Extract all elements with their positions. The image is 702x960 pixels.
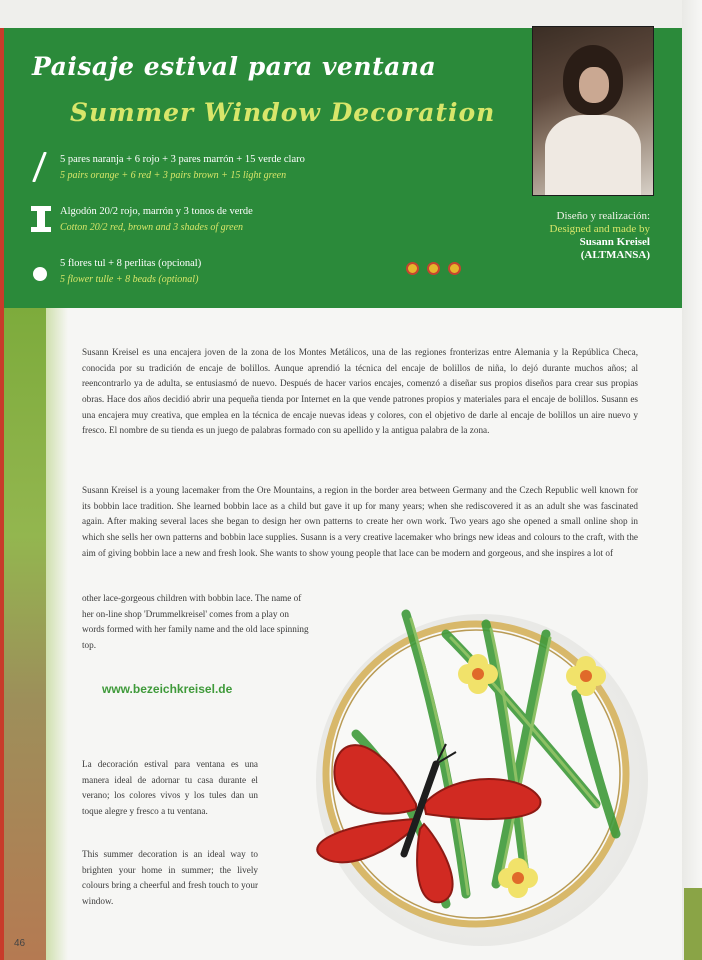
shop-url-link[interactable]: www.bezeichkreisel.de — [102, 682, 233, 696]
next-page-edge-green — [684, 888, 702, 960]
decorative-dots — [406, 262, 461, 275]
designer-line-en: Designed and made by — [549, 223, 650, 235]
designer-credit — [500, 210, 650, 262]
lace-artwork-photo — [296, 594, 652, 946]
decorative-side-band — [4, 308, 46, 960]
bead-icon — [30, 256, 52, 286]
photo-blouse — [545, 115, 641, 195]
material-pairs-es: 5 pares naranja + 6 rojo + 3 pares marrón + 15 verde claro — [60, 154, 305, 165]
designer-name: Susann Kreisel — [579, 236, 650, 248]
next-page-edge — [682, 0, 702, 960]
title-english: Summer Window Decoration — [70, 98, 496, 127]
material-item-extras — [30, 254, 450, 306]
material-thread-es: Algodón 20/2 rojo, marrón y 3 tonos de verde — [60, 206, 253, 217]
bobbin-icon — [30, 204, 52, 234]
materials-list — [30, 150, 450, 306]
flower-dot-icon — [406, 262, 419, 275]
material-thread-en: Cotton 20/2 red, brown and 3 shades of green — [60, 222, 244, 233]
page-number: 46 — [14, 938, 26, 949]
article-text-spanish: Susann Kreisel es una encajera joven de la zona de los Montes Metálicos, una de las regiones fronterizas entre Alemania y la República Checa, conocida por su tradición de encaje de bolillos. Aunque aprendió la técnica del encaje de bolillos de niña, lo dejó durante muchos años; al reencontrarlo ya de adulta, se entusiasmó de nuevo. Después de hacer varios encajes, comenzó a diseñar sus propios diseños para crear sus propias obras. Hace dos años decidió abrir una pequeña tienda por Internet en la que vende patrones propios y materiales para el encaje de bolillos. Susann es una encajera muy creativa, que emplea en la técnica de encaje nuevas ideas y colores, con el objetivo de darle al encaje de bolillos un aire nuevo y fresco. El nombre de su tienda es un juego de palabras formado con su apellido y la antigua palabra de la zona. — [82, 347, 638, 436]
photo-face — [579, 67, 609, 103]
side-band-fade — [46, 308, 68, 960]
designer-photo — [532, 26, 654, 196]
thread-icon — [30, 152, 52, 182]
material-extras-en: 5 flower tulle + 8 beads (optional) — [60, 274, 199, 285]
caption-spanish: La decoración estival para ventana es una manera ideal de adornar tu casa durante el verano; los colores vivos y los tules dan un toque alegre y fresco a tu ventana. — [82, 759, 258, 816]
article-text-english: Susann Kreisel is a young lacemaker from the Ore Mountains, a region in the border area between Germany and the Czech Republic well known for its bobbin lace tradition. She learned bobbin lace as a child but gave it up for many years; when she rediscovered it as an adult she was fascinated again. After making several laces she began to design her own patterns to create her own work. Two years ago she opened a small online shop in which she sells her own patterns and bobbin lace supplies. Susann is a very creative lacemaker who brings new ideas and colours to the craft, with the aim of giving bobbin lace a new and fresh look. She wants to show young people that lace can be modern and gorgeous, and she inspires a lot of — [82, 485, 638, 558]
material-item-thread — [30, 202, 450, 254]
designer-company: (ALTMANSA) — [580, 249, 650, 261]
title-spanish: Paisaje estival para ventana — [32, 52, 437, 81]
material-item-pairs — [30, 150, 450, 202]
flower-dot-icon — [448, 262, 461, 275]
material-pairs-en: 5 pairs orange + 6 red + 3 pairs brown + 15 light green — [60, 170, 287, 181]
caption-english: This summer decoration is an ideal way to brighten your home in summer; the lively colours bring a cheerful and fresh touch to your window. — [82, 849, 258, 906]
article-text-english-continued: other lace-gorgeous children with bobbin lace. The name of her on-line shop 'Drummelkreisel' comes from a play on words formed with her family name and the old lace spinning top. — [82, 593, 309, 650]
flower-dot-icon — [427, 262, 440, 275]
material-extras-es: 5 flores tul + 8 perlitas (opcional) — [60, 258, 202, 269]
designer-line-es: Diseño y realización: — [556, 210, 650, 222]
